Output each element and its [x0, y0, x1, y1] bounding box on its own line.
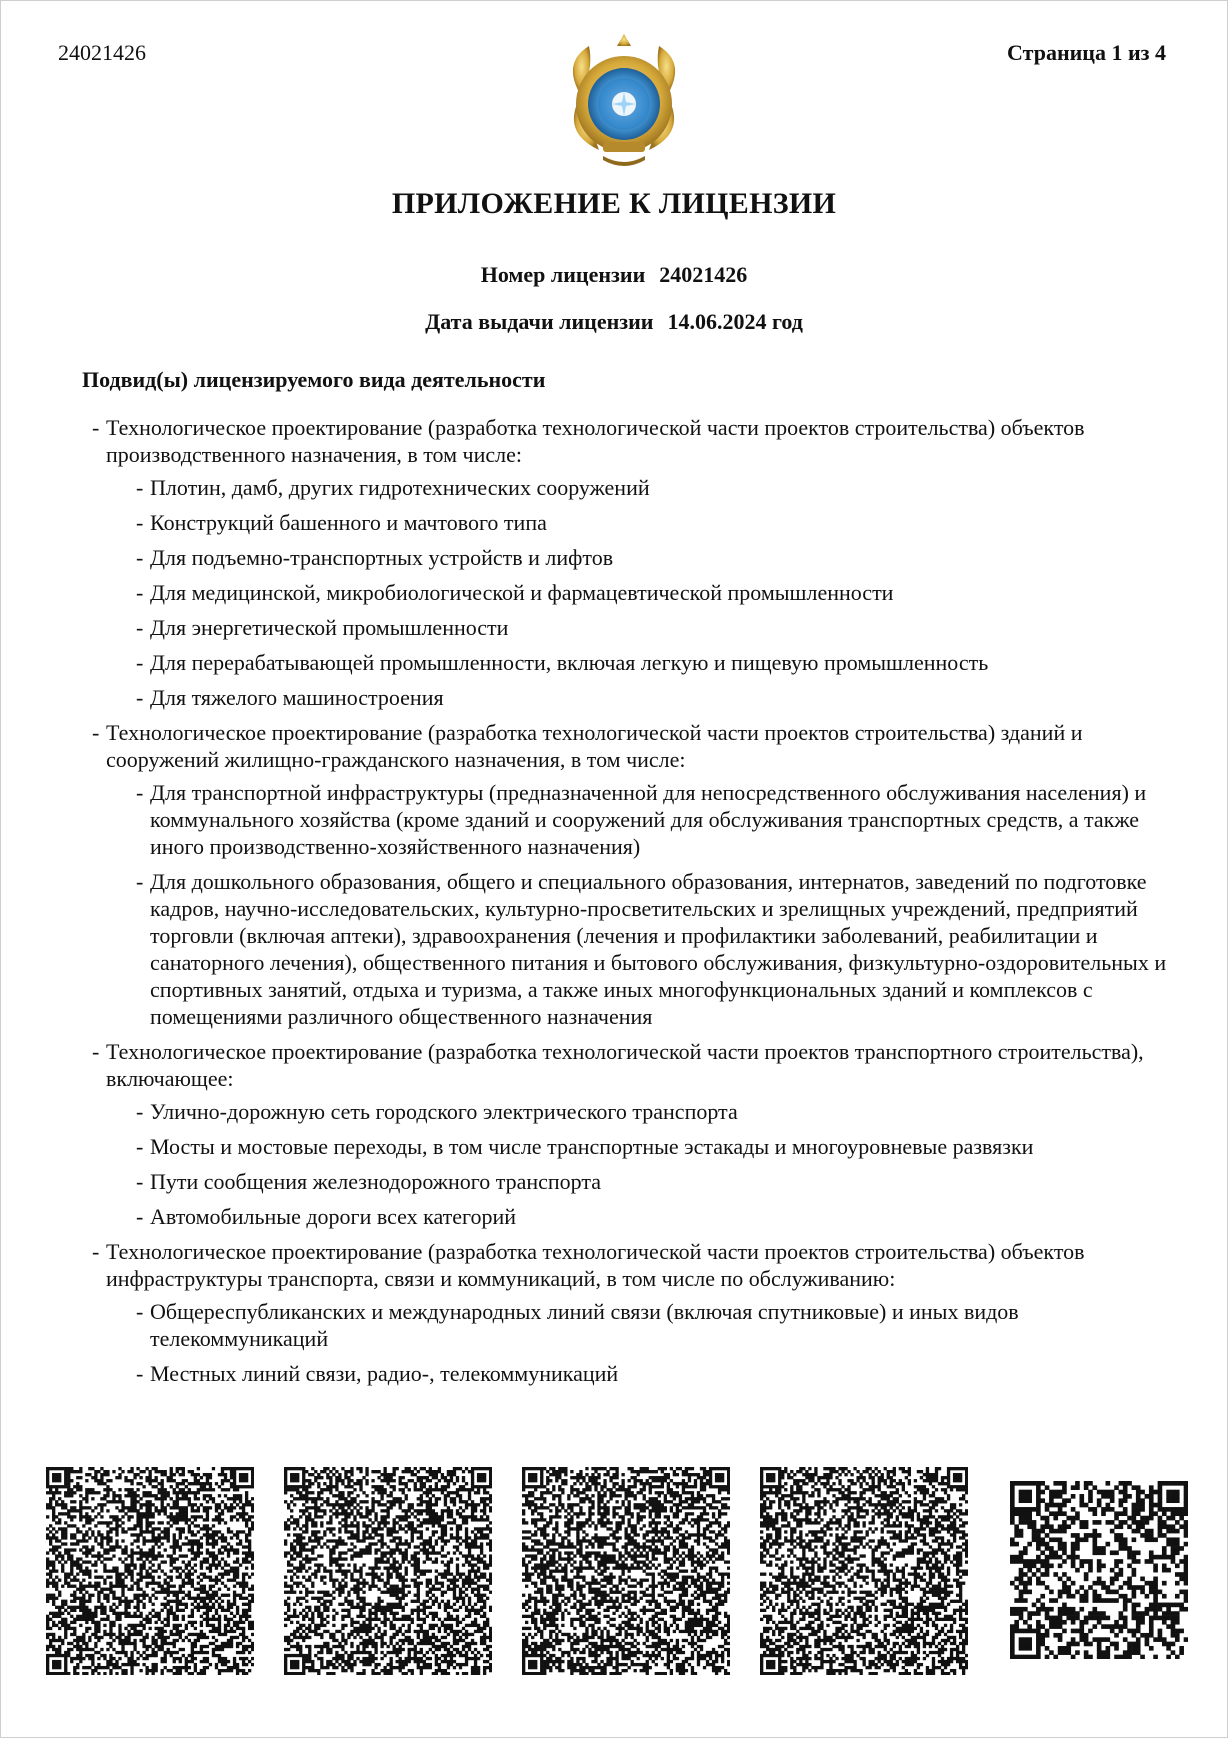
qr-code-row	[46, 1467, 1196, 1677]
activity-text: Технологическое проектирование (разработка технологической части проектов строительства) зданий и сооружений жилищно-гражданского назначения, в том числе:	[106, 720, 1083, 772]
qr-code-icon	[1010, 1481, 1188, 1659]
activity-subitem: - Для энергетической промышленности	[136, 615, 509, 640]
license-date-line	[0, 309, 1228, 335]
qr-code-icon	[46, 1467, 254, 1675]
activity-text: Технологическое проектирование (разработка технологической части проектов строительства) объектов инфраструктуры транспорта, связи и коммуникаций, в том числе по обслуживанию:	[106, 1239, 1085, 1291]
activity-subitem: - Автомобильные дороги всех категорий	[136, 1204, 517, 1229]
license-date-label: Дата выдачи лицензии	[425, 309, 654, 334]
activity-subitem: - Плотин, дамб, других гидротехнических сооружений	[136, 475, 650, 500]
license-number-top: 24021426	[58, 40, 146, 65]
activity-subitem: - Конструкций башенного и мачтового типа	[136, 510, 547, 535]
activity-subitem: - Улично-дорожную сеть городского электрического транспорта	[136, 1099, 738, 1124]
activity-subitem: - Для дошкольного образования, общего и специального образования, интернатов, заведений по подготовке кадров, научно-исследовательских, культурно-просветительских и зрелищных учреждений, предприятий торговли (включая аптеки), здравоохранения (лечения и профилактики заболеваний, реабилитации и санаторного лечения), общественного питания и бытового обслуживания, физкультурно-оздоровительных и спортивных занятий, отдыха и туризма, а также иных многофункциональных зданий и комплексов с помещениями различного общественного назначения	[136, 869, 1167, 1029]
activity-subitem: - Для перерабатывающей промышленности, включая легкую и пищевую промышленность	[136, 650, 989, 675]
activity-subitem: - Для подъемно-транспортных устройств и лифтов	[136, 545, 614, 570]
activity-subitems	[136, 1298, 1192, 1387]
activity-item: - Технологическое проектирование (разработка технологической части проектов транспортного строительства), включающее:	[92, 1039, 1144, 1091]
activity-subitem: - Пути сообщения железнодорожного транспорта	[136, 1169, 602, 1194]
document-title: ПРИЛОЖЕНИЕ К ЛИЦЕНЗИИ	[391, 187, 837, 220]
activity-subitem: - Для тяжелого машиностроения	[136, 685, 444, 710]
section-title: Подвид(ы) лицензируемого вида деятельности	[82, 367, 546, 392]
activity-subitem: - Для медицинской, микробиологической и фармацевтической промышленности	[136, 580, 894, 605]
page-indicator: Страница 1 из 4	[1007, 40, 1166, 65]
activity-subitem: - Общереспубликанских и международных линий связи (включая спутниковые) и иных видов телекоммуникаций	[136, 1299, 1019, 1351]
activity-subitem: - Мосты и мостовые переходы, в том числе транспортные эстакады и многоуровневые развязки	[136, 1134, 1034, 1159]
activity-text: Технологическое проектирование (разработка технологической части проектов строительства) объектов производственного назначения, в том числе:	[106, 415, 1085, 467]
activity-list	[92, 414, 1192, 1395]
license-number-label: Номер лицензии	[480, 262, 646, 287]
license-number-value: 24021426	[659, 262, 748, 287]
state-emblem-icon	[559, 32, 689, 168]
qr-code-icon	[522, 1467, 730, 1675]
activity-subitems	[136, 474, 1192, 711]
activity-text: Технологическое проектирование (разработка технологической части проектов транспортного строительства), включающее:	[106, 1039, 1144, 1091]
activity-subitem: - Для транспортной инфраструктуры (предназначенной для непосредственного обслуживания населения) и коммунального хозяйства (кроме зданий и сооружений для обслуживания транспортных средств, а также иного производственно-хозяйственного назначения)	[136, 780, 1147, 859]
license-date-value: 14.06.2024 год	[667, 309, 803, 334]
activity-item: - Технологическое проектирование (разработка технологической части проектов строительства) объектов производственного назначения, в том числе:	[92, 415, 1085, 467]
activity-item: - Технологическое проектирование (разработка технологической части проектов строительства) объектов инфраструктуры транспорта, связи и коммуникаций, в том числе по обслуживанию:	[92, 1239, 1085, 1291]
activity-subitems	[136, 779, 1192, 1030]
activity-item: - Технологическое проектирование (разработка технологической части проектов строительства) зданий и сооружений жилищно-гражданского назначения, в том числе:	[92, 720, 1083, 772]
qr-code-icon	[760, 1467, 968, 1675]
activity-subitem: - Местных линий связи, радио-, телекоммуникаций	[136, 1361, 619, 1386]
qr-code-icon	[284, 1467, 492, 1675]
license-number-line	[0, 262, 1228, 288]
activity-subitems	[136, 1098, 1192, 1230]
